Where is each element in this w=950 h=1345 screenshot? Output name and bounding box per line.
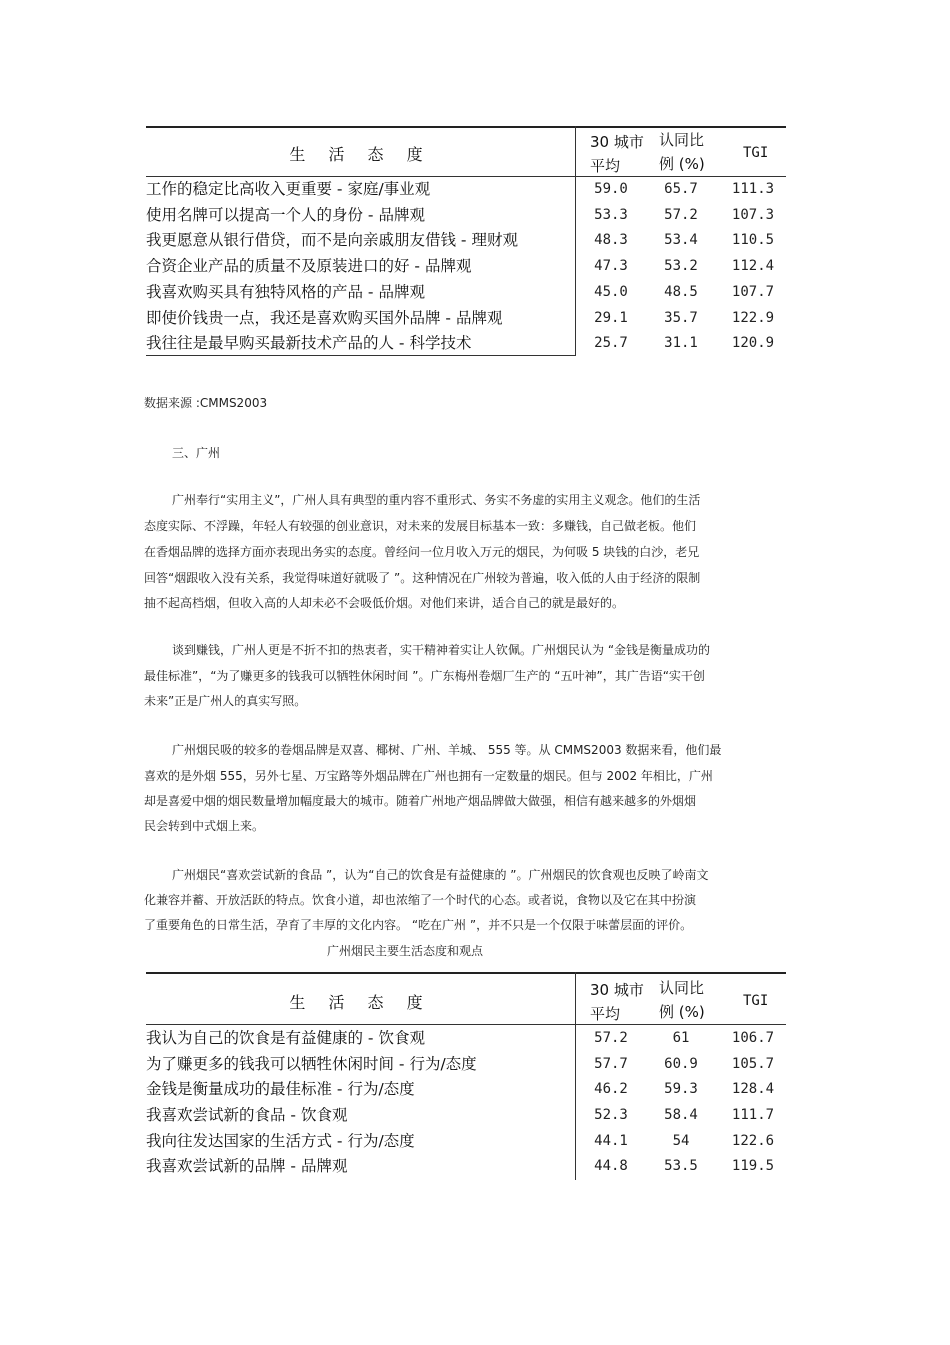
row-label: 我喜欢尝试新的品牌 - 品牌观 [146,1157,348,1175]
table-row [146,280,786,305]
row-avg: 48.3 [594,232,628,248]
paragraph-line: 最佳标准”，“为了赚更多的钱我可以牺牲休闲时间 ”。广东梅州卷烟厂生产的 “五叶神”，其广告语“实干创 [144,669,705,683]
paragraph-line: 化兼容并蓄、开放活跃的特点。饮食小道，却也浓缩了一个时代的心态。或者说，食物以及它在其中扮演 [144,893,697,907]
header-agree-ratio [659,976,705,1024]
header-attitude: 生 活 态 度 [289,993,432,1012]
row-avg: 53.3 [594,207,628,223]
row-label: 我喜欢尝试新的食品 - 饮食观 [146,1106,348,1124]
header-line: 30 城市 [590,981,644,999]
attitude-table-1 [146,126,786,356]
row-avg: 46.2 [594,1081,628,1097]
section-title: 三、广州 [172,446,221,460]
row-ratio: 53.5 [664,1158,698,1174]
row-tgi: 107.3 [731,207,775,223]
row-label: 工作的稳定比高收入更重要 - 家庭/事业观 [146,180,431,198]
data-source-note: 数据来源 :CMMS2003 [144,396,268,410]
row-avg: 47.3 [594,258,628,274]
paragraph-line: 广州烟民“喜欢尝试新的食品 ”，认为“自己的饮食是有益健康的 ”。广州烟民的饮食观也反映了岭南文 [172,868,709,882]
paragraph-line: 了重要角色的日常生活，孕育了丰厚的文化内容。 “吃在广州 ”，并不只是一个仅限于味蕾层面的评价。 [144,918,693,932]
table-top-rule [146,972,786,974]
header-line: 例 (%) [659,1003,705,1021]
header-line: 平均 [590,157,621,175]
row-ratio: 65.7 [664,181,698,197]
row-avg: 57.7 [594,1056,628,1072]
row-tgi: 111.7 [731,1107,775,1123]
row-ratio: 60.9 [664,1056,698,1072]
table-row [146,1129,786,1154]
paragraph-line: 态度实际、不浮躁，年轻人有较强的创业意识，对未来的发展目标基本一致：多赚钱，自己做老板。他们 [144,519,697,533]
header-line: 认同比 [659,131,705,149]
table-row [146,306,786,331]
row-ratio: 48.5 [664,284,698,300]
table-row [146,1026,786,1051]
row-ratio: 53.4 [664,232,698,248]
paragraph-line: 却是喜爱中烟的烟民数量增加幅度最大的城市。随着广州地产烟品牌做大做强，相信有越来越多的外烟烟 [144,794,697,808]
row-label: 我认为自己的饮食是有益健康的 - 饮食观 [146,1029,425,1047]
row-tgi: 120.9 [731,335,775,351]
row-tgi: 107.7 [731,284,775,300]
attitude-table-2 [146,972,786,1180]
paragraph-line: 回答“烟跟收入没有关系，我觉得味道好就吸了 ”。这种情况在广州较为普遍，收入低的人由于经济的限制 [144,571,701,585]
header-line: 认同比 [659,979,705,997]
table-row [146,254,786,279]
header-attitude: 生 活 态 度 [289,145,432,164]
row-ratio: 58.4 [664,1107,698,1123]
row-tgi: 119.5 [731,1158,775,1174]
row-tgi: 110.5 [731,232,775,248]
table-row [146,1077,786,1102]
table-row [146,203,786,228]
row-ratio: 59.3 [664,1081,698,1097]
row-tgi: 111.3 [731,181,775,197]
row-ratio: 61 [672,1030,690,1046]
paragraph-line: 喜欢的是外烟 555，另外七星、万宝路等外烟品牌在广州也拥有一定数量的烟民。但与 2002 年相比，广州 [144,769,713,783]
paragraph-line: 在香烟品牌的选择方面亦表现出务实的态度。曾经问一位月收入万元的烟民，为何吸 5 块钱的白沙，老兄 [144,545,700,559]
header-line: 平均 [590,1005,621,1023]
row-label: 我往往是最早购买最新技术产品的人 - 科学技术 [146,334,472,352]
paragraph-line: 民会转到中式烟上来。 [144,819,265,833]
row-label: 我更愿意从银行借贷，而不是向亲戚朋友借钱 - 理财观 [146,231,518,249]
paragraph-line: 抽不起高档烟，但收入高的人却未必不会吸低价烟。对他们来讲，适合自己的就是最好的。 [144,596,625,610]
paragraph-line: 广州奉行“实用主义”，广州人具有典型的重内容不重形式、务实不务虚的实用主义观念。他们的生活 [172,493,701,507]
row-label: 使用名牌可以提高一个人的身份 - 品牌观 [146,206,425,224]
row-label: 金钱是衡量成功的最佳标准 - 行为/态度 [146,1080,415,1098]
table-row [146,177,786,202]
paragraph-line: 未来”正是广州人的真实写照。 [144,694,307,708]
row-avg: 57.2 [594,1030,628,1046]
row-label: 为了赚更多的钱我可以牺牲休闲时间 - 行为/态度 [146,1055,477,1073]
row-avg: 59.0 [594,181,628,197]
header-tgi: TGI [743,993,769,1009]
row-ratio: 54 [672,1133,690,1149]
row-label: 我向往发达国家的生活方式 - 行为/态度 [146,1132,415,1150]
paragraph-line: 谈到赚钱，广州人更是不折不扣的热衷者，实干精神着实让人钦佩。广州烟民认为 “金钱是衡量成功的 [172,643,711,657]
table-row [146,331,786,356]
row-ratio: 53.2 [664,258,698,274]
row-ratio: 57.2 [664,207,698,223]
row-tgi: 112.4 [731,258,775,274]
header-line: 例 (%) [659,155,705,173]
table-row [146,1154,786,1179]
row-label: 我喜欢购买具有独特风格的产品 - 品牌观 [146,283,425,301]
paragraph-line: 广州烟民吸的较多的卷烟品牌是双喜、椰树、广州、羊城、 555 等。从 CMMS2003 数据来看，他们最 [172,743,722,757]
row-avg: 45.0 [594,284,628,300]
header-30-city-average [590,978,644,1026]
header-rule [146,1024,786,1025]
row-avg: 52.3 [594,1107,628,1123]
row-label: 即使价钱贵一点，我还是喜欢购买国外品牌 - 品牌观 [146,309,503,327]
table-row [146,1052,786,1077]
row-ratio: 31.1 [664,335,698,351]
row-avg: 44.8 [594,1158,628,1174]
table-caption: 广州烟民主要生活态度和观点 [327,944,484,958]
row-label: 合资企业产品的质量不及原装进口的好 - 品牌观 [146,257,472,275]
row-ratio: 35.7 [664,310,698,326]
row-tgi: 106.7 [731,1030,775,1046]
header-tgi: TGI [743,145,769,161]
header-line: 30 城市 [590,133,644,151]
row-tgi: 122.9 [731,310,775,326]
row-tgi: 122.6 [731,1133,775,1149]
table-row [146,1103,786,1128]
table-row [146,228,786,253]
header-agree-ratio [659,128,705,176]
row-tgi: 105.7 [731,1056,775,1072]
row-tgi: 128.4 [731,1081,775,1097]
row-avg: 44.1 [594,1133,628,1149]
row-avg: 25.7 [594,335,628,351]
row-avg: 29.1 [594,310,628,326]
header-30-city-average [590,130,644,178]
